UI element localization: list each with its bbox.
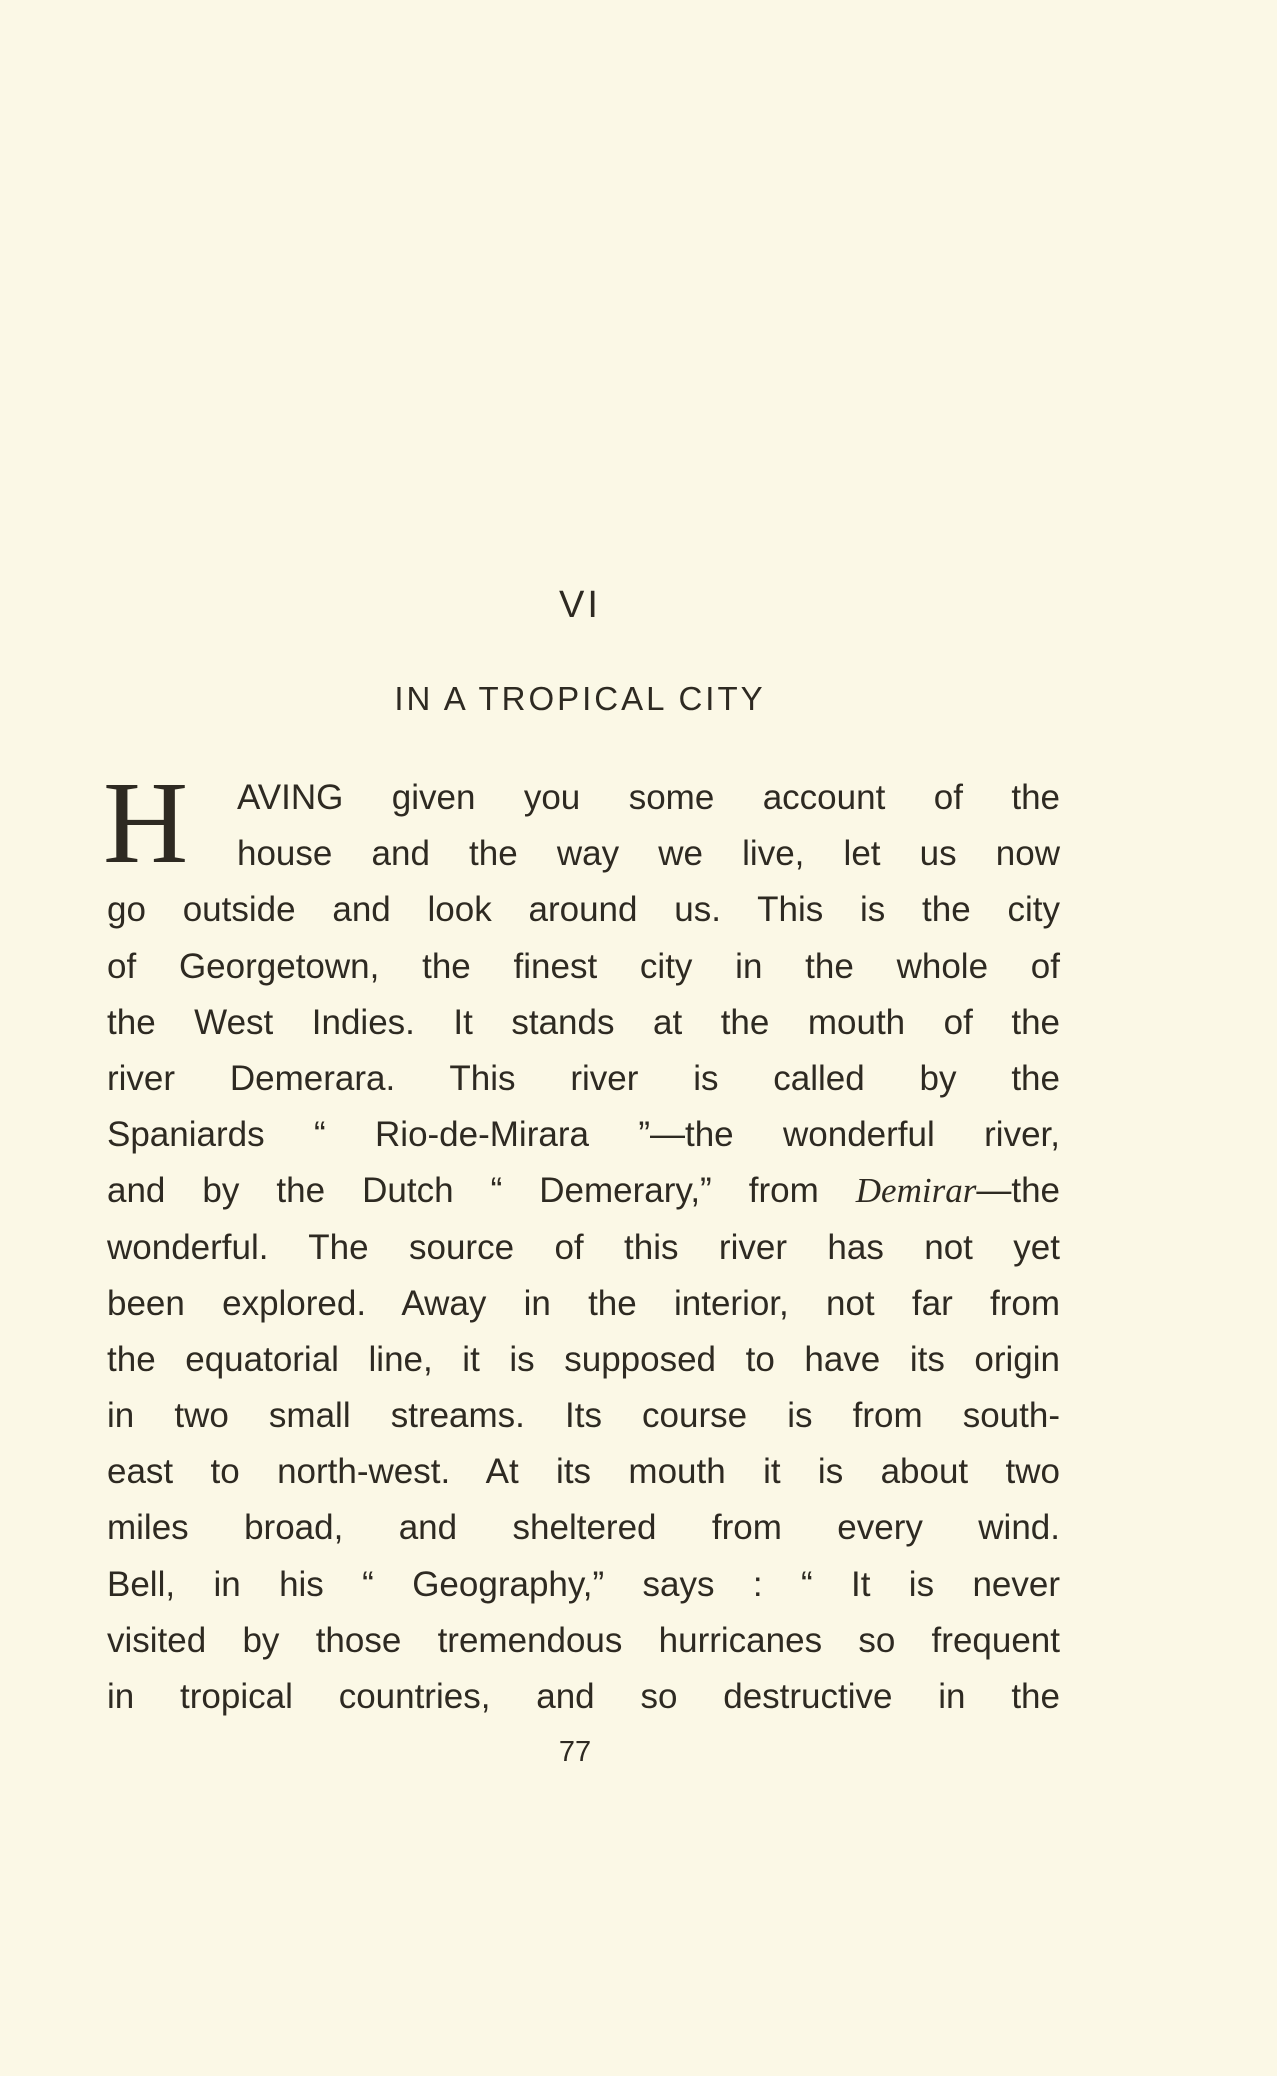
- text-line: of Georgetown, the finest city in the whole of: [107, 946, 1060, 986]
- chapter-number: VI: [559, 584, 601, 626]
- text-line: Spaniards “ Rio-de-Mirara ”—the wonderful river,: [107, 1115, 1060, 1155]
- text-line: house and the way we live, let us now: [237, 834, 1060, 874]
- text-line: visited by those tremendous hurricanes so frequent: [107, 1620, 1060, 1660]
- drop-cap: H: [103, 757, 189, 888]
- text-line: the West Indies. It stands at the mouth of the: [107, 1002, 1060, 1042]
- text-line: east to north-west. At its mouth it is about two: [107, 1452, 1060, 1492]
- text-line-end: —the: [976, 1171, 1060, 1211]
- text-line: river Demerara. This river is called by the: [107, 1058, 1060, 1098]
- text-line: go outside and look around us. This is the city: [107, 890, 1060, 930]
- page-number: 77: [558, 1736, 592, 1768]
- text-line: miles broad, and sheltered from every wind.: [107, 1508, 1060, 1548]
- text-line-with-italic: [107, 1163, 1060, 1219]
- text-line: the equatorial line, it is supposed to have its origin: [107, 1339, 1060, 1379]
- body-paragraph: [107, 770, 1060, 1725]
- text-line: been explored. Away in the interior, not far from: [107, 1283, 1060, 1323]
- italic-word: Demirar: [855, 1171, 977, 1211]
- text-line-start: and by the Dutch “ Demerary,” from: [107, 1171, 819, 1211]
- text-line: in two small streams. Its course is from south-: [107, 1396, 1060, 1436]
- text-line: in tropical countries, and so destructive in the: [107, 1677, 1060, 1716]
- text-line: Bell, in his “ Geography,” says : “ It is never: [107, 1564, 1060, 1604]
- text-line: wonderful. The source of this river has not yet: [107, 1227, 1060, 1267]
- text-line: AVING given you some account of the: [237, 778, 1060, 817]
- chapter-title: IN A TROPICAL CITY: [394, 680, 766, 717]
